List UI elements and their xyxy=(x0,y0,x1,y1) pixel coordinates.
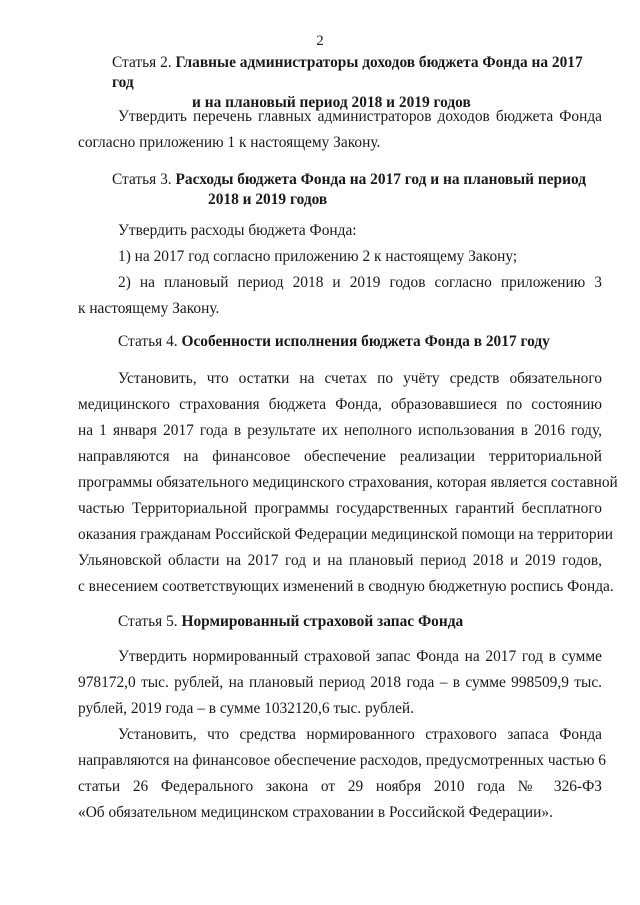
article-5-para2-line: направляются на финансовое обеспечение расходов, предусмотренных частью 6 xyxy=(78,752,607,769)
article-2-title-line2: и на плановый период 2018 и 2019 годов xyxy=(192,94,471,111)
article-3-body xyxy=(78,218,602,322)
article-4-line: программы обязательного медицинского страхования, которая является составной xyxy=(78,474,618,491)
article-3-title-line1: Расходы бюджета Фонда на 2017 год и на плановый период xyxy=(175,171,587,188)
page-number: 2 xyxy=(316,33,324,49)
article-5-para1-line: Утвердить нормированный страховой запас Фонда на 2017 год в сумме xyxy=(118,648,602,665)
article-5-para2-line: «Об обязательном медицинском страховании в Российской Федерации». xyxy=(78,804,553,821)
article-4-line: медицинского страхования бюджета Фонда, образовавшиеся по состоянию xyxy=(78,396,602,413)
article-5-para1-line: рублей, 2019 года – в сумме 1032120,6 тыс. рублей. xyxy=(78,700,415,717)
article-5-title: Нормированный страховой запас Фонда xyxy=(181,613,464,630)
article-5-para-1 xyxy=(78,644,602,722)
article-2-title-line1: Главные администраторы доходов бюджета Фонда на 2017 год xyxy=(112,54,583,91)
article-3-item2-line2: к настоящему Закону. xyxy=(78,300,220,317)
article-4-heading xyxy=(118,332,602,352)
article-2-body xyxy=(78,104,602,156)
article-3-heading xyxy=(112,170,602,210)
article-3-title-line2: 2018 и 2019 годов xyxy=(208,191,328,208)
article-2-label: Статья 2. xyxy=(112,54,172,71)
article-4-line: направляются на финансовое обеспечение реализации территориальной xyxy=(78,448,602,465)
article-5-heading xyxy=(118,612,602,632)
article-5-para2-line: Установить, что средства нормированного страхового запаса Фонда xyxy=(118,726,602,743)
article-4-body xyxy=(78,366,618,600)
article-4-line: на 1 января 2017 года в результате их неполного использования в 2016 году, xyxy=(78,422,602,439)
article-3-label: Статья 3. xyxy=(112,171,172,188)
article-4-line: частью Территориальной программы государственных гарантий бесплатного xyxy=(78,500,602,517)
article-4-line: оказания гражданам Российской Федерации медицинской помощи на территории xyxy=(78,526,614,543)
article-3-intro: Утвердить расходы бюджета Фонда: xyxy=(118,222,357,239)
article-5-para-2 xyxy=(78,722,607,826)
article-2-para-line1: Утвердить перечень главных администраторов доходов бюджета Фонда xyxy=(118,108,602,125)
article-3-item1: 1) на 2017 год согласно приложению 2 к настоящему Закону; xyxy=(118,248,518,265)
article-4-line: Установить, что остатки на счетах по учёту средств обязательного xyxy=(118,370,602,387)
article-5-label: Статья 5. xyxy=(118,613,178,630)
article-5-para1-line: 978172,0 тыс. рублей, на плановый период 2018 года – в сумме 998509,9 тыс. xyxy=(78,674,602,691)
article-4-title: Особенности исполнения бюджета Фонда в 2017 году xyxy=(181,333,550,350)
article-4-line: Ульяновской области на 2017 год и на плановый период 2018 и 2019 годов, xyxy=(78,552,602,569)
article-4-label: Статья 4. xyxy=(118,333,178,350)
article-2-para-line2: согласно приложению 1 к настоящему Закону. xyxy=(78,134,381,151)
article-4-line: с внесением соответствующих изменений в сводную бюджетную роспись Фонда. xyxy=(78,578,614,595)
article-3-item2-line1: 2) на плановый период 2018 и 2019 годов согласно приложению 3 xyxy=(118,274,602,291)
article-5-para2-line: статьи 26 Федерального закона от 29 ноября 2010 года № 326-ФЗ xyxy=(78,778,602,795)
